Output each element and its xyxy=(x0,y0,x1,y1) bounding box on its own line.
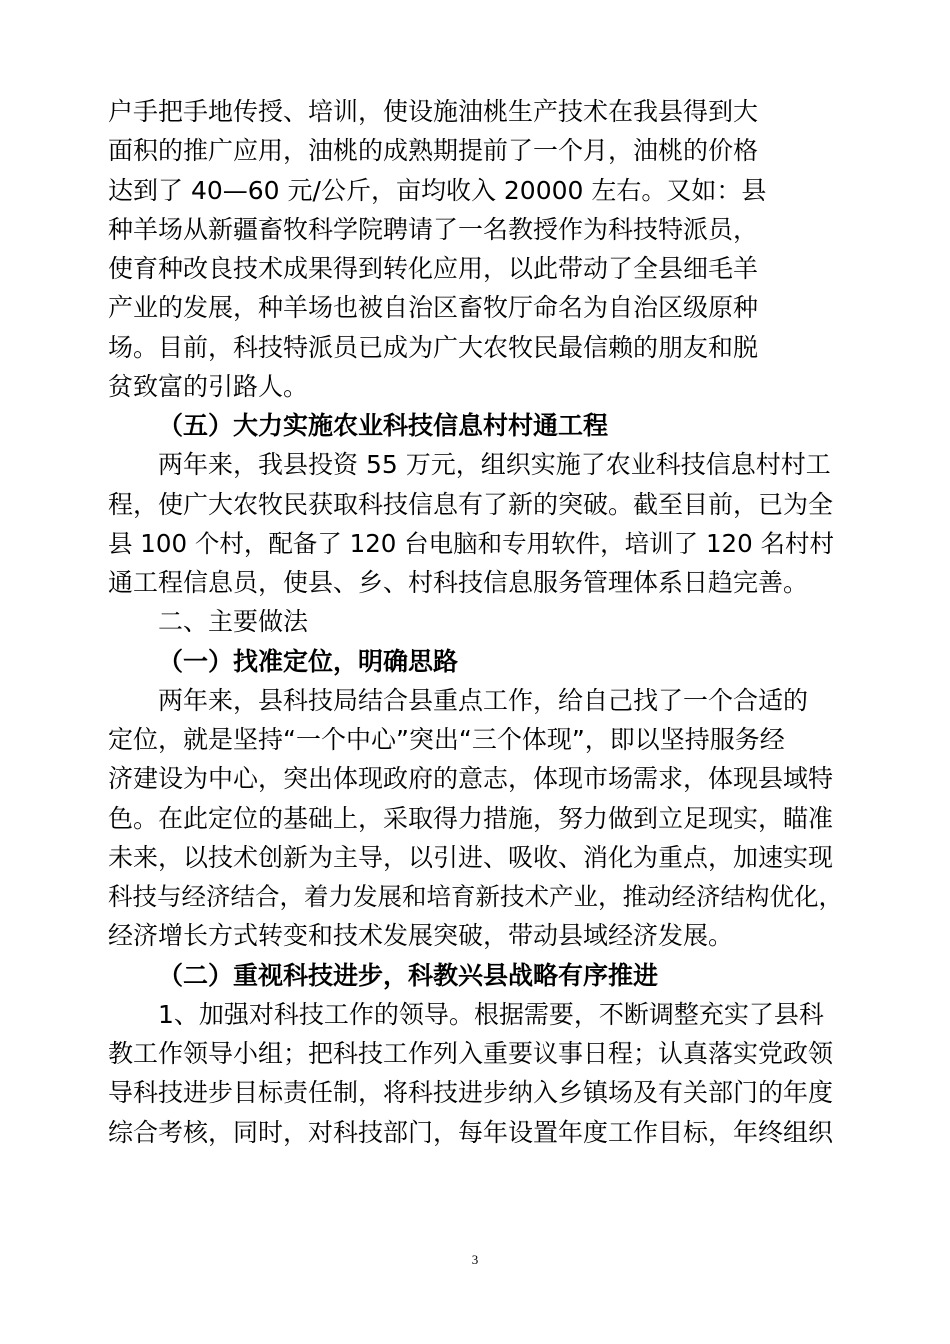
section-heading: （一）找准定位，明确思路 xyxy=(158,646,459,676)
text-line: 色。在此定位的基础上，采取得力措施，努力做到立足现实，瞄准 xyxy=(108,803,834,833)
text-line: 济建设为中心，突出体现政府的意志，体现市场需求，体现县域特 xyxy=(108,764,834,794)
text-line: 未来，以技术创新为主导，以引进、吸收、消化为重点，加速实现 xyxy=(108,842,834,872)
text-line: 两年来，我县投资 55 万元，组织实施了农业科技信息村村工 xyxy=(158,450,831,480)
text-line: 导科技进步目标责任制，将科技进步纳入乡镇场及有关部门的年度 xyxy=(108,1078,834,1108)
text-line: 定位，就是坚持“一个中心”突出“三个体现”，即以坚持服务经 xyxy=(108,725,785,754)
text-line: 通工程信息员，使县、乡、村科技信息服务管理体系日趋完善。 xyxy=(108,568,809,597)
text-line: 教工作领导小组；把科技工作列入重要议事日程；认真落实党政领 xyxy=(108,1039,834,1068)
text-line: 产业的发展，种羊场也被自治区畜牧厅命名为自治区级原种 xyxy=(108,293,759,323)
text-line: 二、主要做法 xyxy=(158,607,309,637)
text-line: 达到了 40—60 元/公斤，亩均收入 20000 左右。又如：县 xyxy=(108,175,767,205)
text-line: 使育种改良技术成果得到转化应用，以此带动了全县细毛羊 xyxy=(108,254,759,283)
text-line: 县 100 个村，配备了 120 台电脑和专用软件，培训了 120 名村村 xyxy=(108,528,835,558)
text-line: 程，使广大农牧民获取科技信息有了新的突破。截至目前，已为全 xyxy=(108,489,834,519)
text-line: 种羊场从新疆畜牧科学院聘请了一名教授作为科技特派员， xyxy=(108,214,759,244)
text-line: 1、加强对科技工作的领导。根据需要，不断调整充实了县科 xyxy=(158,999,824,1029)
text-line: 场。目前，科技特派员已成为广大农牧民最信赖的朋友和脱 xyxy=(108,332,759,362)
section-heading: （二）重视科技进步，科教兴县战略有序推进 xyxy=(158,960,659,990)
text-line: 户手把手地传授、培训，使设施油桃生产技术在我县得到大 xyxy=(108,97,759,126)
section-heading: （五）大力实施农业科技信息村村通工程 xyxy=(158,411,609,440)
page-number: 3 xyxy=(471,1252,479,1267)
text-line: 面积的推广应用，油桃的成熟期提前了一个月，油桃的价格 xyxy=(108,136,759,166)
text-line: 贫致富的引路人。 xyxy=(108,371,309,401)
text-line: 经济增长方式转变和技术发展突破，带动县域经济发展。 xyxy=(108,921,734,951)
text-line: 综合考核，同时，对科技部门，每年设置年度工作目标，年终组织 xyxy=(108,1117,834,1147)
text-line: 科技与经济结合，着力发展和培育新技术产业，推动经济结构优化， xyxy=(108,882,843,911)
text-line: 两年来，县科技局结合县重点工作，给自己找了一个合适的 xyxy=(158,685,809,715)
